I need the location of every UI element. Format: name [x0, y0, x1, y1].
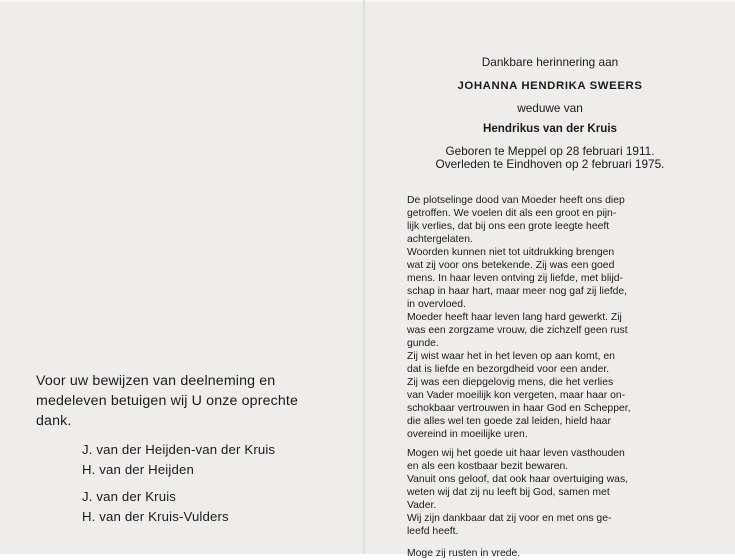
death-line: Overleden te Eindhoven op 2 februari 1975.: [435, 157, 665, 171]
text-line: lijk verlies, dat bij ons een grote leegte heeft: [407, 221, 610, 232]
widow-of-line: weduwe van: [517, 101, 583, 115]
left-panel: [36, 371, 326, 534]
closing-line: Moge zij rusten in vrede.: [407, 548, 521, 559]
text-line: getroffen. We voelen dit als een groot en pijn-: [407, 208, 617, 219]
text-line: achtergelaten.: [407, 234, 473, 245]
text-line: Vanuit ons geloof, dat ook haar overtuiging was,: [407, 474, 629, 485]
text-line: mens. In haar leven ontving zij liefde, met blijd-: [407, 273, 624, 284]
memorial-text: [407, 194, 685, 560]
paragraph: [407, 376, 685, 441]
signer-name: H. van der Kruis-Vulders: [82, 509, 229, 524]
text-line: weten wij dat zij nu leeft bij God, samen met: [407, 487, 610, 498]
text-line: en als een kostbaar bezit bewaren.: [407, 461, 569, 472]
signers-list: [36, 440, 326, 527]
paragraph: [407, 311, 685, 350]
thanks-line: Voor uw bewijzen van deelneming en: [36, 373, 276, 389]
signer-name: J. van der Heijden-van der Kruis: [82, 442, 276, 457]
text-line: Wij zijn dankbaar dat zij voor en met ons ge-: [407, 513, 612, 524]
text-line: Zij was een diepgelovig mens, die het verlies: [407, 377, 614, 388]
text-line: overeind in moeilijke uren.: [407, 429, 528, 440]
text-line: van Vader moeilijk kon vergeten, maar haar on-: [407, 390, 626, 401]
paragraph: [407, 473, 685, 512]
text-line: wat zij voor ons betekende. Zij was een goed: [407, 260, 615, 271]
text-line: schap in haar hart, maar meer nog gaf zij liefde,: [407, 286, 628, 297]
paragraph: [407, 246, 685, 311]
text-line: Zij wist waar het in het leven op aan komt, en: [407, 351, 615, 362]
thanks-message: [36, 371, 326, 431]
thanks-line: medeleven betuigen wij U onze oprechte: [36, 393, 299, 409]
signer-group: [82, 487, 326, 527]
text-line: die alles wel ten goede zal leiden, hield haar: [407, 416, 611, 427]
text-line: schokbaar vertrouwen in haar God en Schepper,: [407, 403, 631, 414]
signer-name: H. van der Heijden: [82, 462, 194, 477]
intro-line: Dankbare herinnering aan: [481, 55, 619, 69]
text-line: dat is liefde en bezorgdheid voor een ander.: [407, 364, 610, 375]
card-top-edge: [0, 0, 735, 2]
paragraph: [407, 512, 685, 538]
paragraph: [407, 350, 685, 376]
text-line: was een zorgzame vrouw, die zichzelf geen rust: [407, 325, 628, 336]
signer-name: J. van der Kruis: [82, 489, 177, 504]
text-line: Vader.: [407, 500, 437, 511]
card-fold-line: [363, 0, 365, 558]
text-line: De plotselinge dood van Moeder heeft ons diep: [407, 195, 625, 206]
paragraph: [407, 447, 685, 473]
text-line: Woorden kunnen niet tot uitdrukking brengen: [407, 247, 615, 258]
text-line: gunde.: [407, 338, 439, 349]
birth-line: Geboren te Meppel op 28 februari 1911.: [445, 144, 655, 158]
husband-name: Hendrikus van der Kruis: [482, 122, 617, 135]
text-line: in overvloed.: [407, 299, 466, 310]
text-line: Moeder heeft haar leven lang hard gewerkt. Zij: [407, 312, 622, 323]
paragraph: [407, 194, 685, 246]
thanks-line: dank.: [36, 413, 72, 429]
text-line: Mogen wij het goede uit haar leven vasthouden: [407, 448, 625, 459]
text-line: leefd heeft.: [407, 526, 459, 537]
signer-group: [82, 440, 326, 480]
deceased-name: JOHANNA HENDRIKA SWEERS: [457, 80, 643, 92]
